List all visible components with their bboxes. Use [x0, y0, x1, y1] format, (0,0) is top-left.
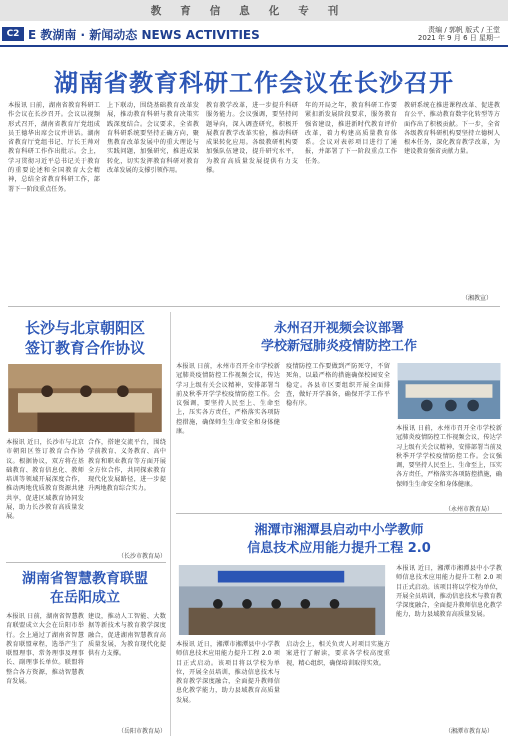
- banner-title: 教育信息化专刊: [150, 5, 358, 17]
- story3-title: [176, 320, 502, 356]
- editor-line: 责编 / 郭帆 版式 / 王堂: [428, 26, 500, 34]
- story3-text-col2: 疫情防控工作要做到严防死守，不留死角，以最严格的措施确保校园安全稳定。各县市区要组织开展全面排查，做好开学准备，确保开学工作平稳有序。: [286, 363, 390, 408]
- story4-title-line1: 湘潭市湘潭县启动中小学教师: [254, 523, 424, 538]
- story5-text-col2: 建设，推动人工智能、大数据等新技术与教育教学深度融合，促进湖南智慧教育高质量发展，为教育现代化提供有力支撑。: [88, 613, 166, 658]
- divider: [176, 513, 502, 514]
- column-divider: [170, 312, 171, 736]
- story3-title-line2: 学校新冠肺炎疫情防控工作: [260, 339, 417, 354]
- story3-title-line1: 永州召开视频会议部署: [273, 321, 404, 336]
- story5-title-line2: 在岳阳成立: [50, 590, 120, 606]
- section-header: [0, 24, 508, 44]
- story4-text-col2: 启动会上，相关负责人对项目实施方案进行了解读，要求各学校高度重视，精心组织，确保培训取得实效。: [286, 641, 390, 667]
- story3-photo: [396, 362, 502, 420]
- section-title: E 教湖南 · 新闻动态 NEWS ACTIVITIES: [28, 28, 260, 42]
- main-article-col1: 本报讯 日前，湖南省教育科研工作会议在长沙召开。会议以视频形式召开，湖南省教育厅党组成员王德华出席会议并讲话。湖南省教育厅党组书记、厅长王帅对教育科研工作作出批示。会上，学习贯彻习近平总书记关于教育的重要论述和全国教育大会精神，总结全省教育科研工作，部署下一阶段重点任务。: [8, 102, 100, 193]
- story5-text-col1: 本报讯 日前，湖南省智慧教育联盟成立大会在岳阳市举行。会上通过了湖南省智慧教育联盟章程，选举产生了联盟理事、常务理事及理事长、副理事长单位。联盟将整合各方资源，推动智慧教育发展。: [6, 613, 84, 686]
- story2-credit: （长沙市教育局）: [118, 553, 167, 560]
- date-line: 2021 年 9 月 6 日 星期一: [417, 34, 500, 42]
- divider: [6, 562, 166, 563]
- divider: [8, 306, 500, 307]
- main-article-col4: 年的开局之年，教育科研工作要紧扣新发展阶段要求，服务教育强省建设，推进新时代教育评价改革，着力构建高质量教育体系。会议对表彰项目进行了通报，并部署了下一阶段重点工作任务。: [305, 102, 397, 165]
- top-banner: [0, 0, 508, 21]
- story2-text-col2: 合作，搭建交流平台，围绕学前教育、义务教育、高中教育和职业教育等方面开展全方位合作，共同探索教育现代化发展路径，进一步提升两地教育综合实力。: [88, 439, 166, 493]
- story4-photo: [176, 564, 388, 636]
- story4-credit: （湘潭市教育局）: [445, 728, 494, 735]
- main-article-col2: 上下联动，围绕基础教育改革发展，推动教育科研与教育决策实践深度结合。会议要求，全省教育科研系统要坚持正确方向，聚焦教育改革发展中的重大理论与实践问题，加强研究，推进成果转化，切实发挥教育科研对教育改革发展的支撑引领作用。: [107, 102, 199, 175]
- story3-text-col1: 本报讯 日前，永州市召开全市学校新冠肺炎疫情防控工作视频会议，传达学习上级有关会议精神，安排部署当前及秋季开学学校疫情防控工作。会议强调，要坚持人民至上、生命至上，压实各方责任，严格落实各项防控措施，确保师生生命安全和身体健康。: [176, 363, 280, 436]
- story3-text-col3: 本报讯 日前，永州市召开全市学校新冠肺炎疫情防控工作视频会议，传达学习上级有关会议精神，安排部署当前及秋季开学学校疫情防控工作。会议强调，要坚持人民至上、生命至上，压实各方责任，严格落实各项防控措施，确保师生生命安全和身体健康。: [396, 425, 502, 488]
- main-article-col3: 教育教学改革，进一步提升科研服务能力。会议强调，要坚持问题导向，深入调查研究，积极开展教育教学改革实验，推动科研成果转化应用。各级教研机构要加强队伍建设，提升研究水平，为教育高质量发展提供有力支撑。: [206, 102, 298, 175]
- main-credit: （湘教宣）: [462, 295, 493, 302]
- story2-title-line2: 签订教育合作协议: [24, 339, 145, 357]
- story2-photo: [6, 363, 164, 433]
- main-headline: 湖南省教育科研工作会议在长沙召开: [54, 69, 454, 97]
- page-meta: [418, 26, 500, 42]
- main-article-col5: 教研系统在推进课程改革、促进教育公平、推动教育数字化转型等方面作出了积极贡献。下一步，全省各级教育科研机构要坚持立德树人根本任务，深化教育教学改革，为建设教育强省贡献力量。: [404, 102, 500, 156]
- story5-credit: （岳阳市教育局）: [118, 728, 167, 735]
- story4-title-line2: 信息技术应用能力提升工程 2.0: [247, 541, 431, 556]
- story4-text-col3: 本报讯 近日，湘潭市湘潭县中小学教师信息技术应用能力提升工程 2.0 项目正式启动。该项目将以学校为单位，开展全员培训，推动信息技术与教育教学深度融合，全面提升教师信息化教学能力，助力县域教育高质量发展。: [396, 565, 502, 619]
- story2-title-line1: 长沙与北京朝阳区: [24, 319, 145, 337]
- story4-text-col1: 本报讯 近日，湘潭市湘潭县中小学教师信息技术应用能力提升工程 2.0 项目正式启动。该项目将以学校为单位，开展全员培训，推动信息技术与教育教学深度融合，全面提升教师信息化教学能力，助力县域教育高质量发展。: [176, 641, 280, 704]
- story3-credit: （永州市教育局）: [445, 506, 494, 513]
- header-rule: [0, 45, 508, 47]
- story4-title: [176, 522, 502, 558]
- story2-text-col1: 本报讯 近日，长沙市与北京市朝阳区签订教育合作协议。根据协议，双方将在基础教育、教育信息化、教师培训等领域开展深度合作，推动两地优质教育资源共建共享，促进区域教育协同发展，助力长沙教育高质量发展。: [6, 439, 84, 521]
- story2-title: [6, 318, 164, 358]
- story5-title-line1: 湖南省智慧教育联盟: [22, 571, 148, 587]
- story5-title: [6, 570, 164, 608]
- page-code: C2: [2, 27, 24, 41]
